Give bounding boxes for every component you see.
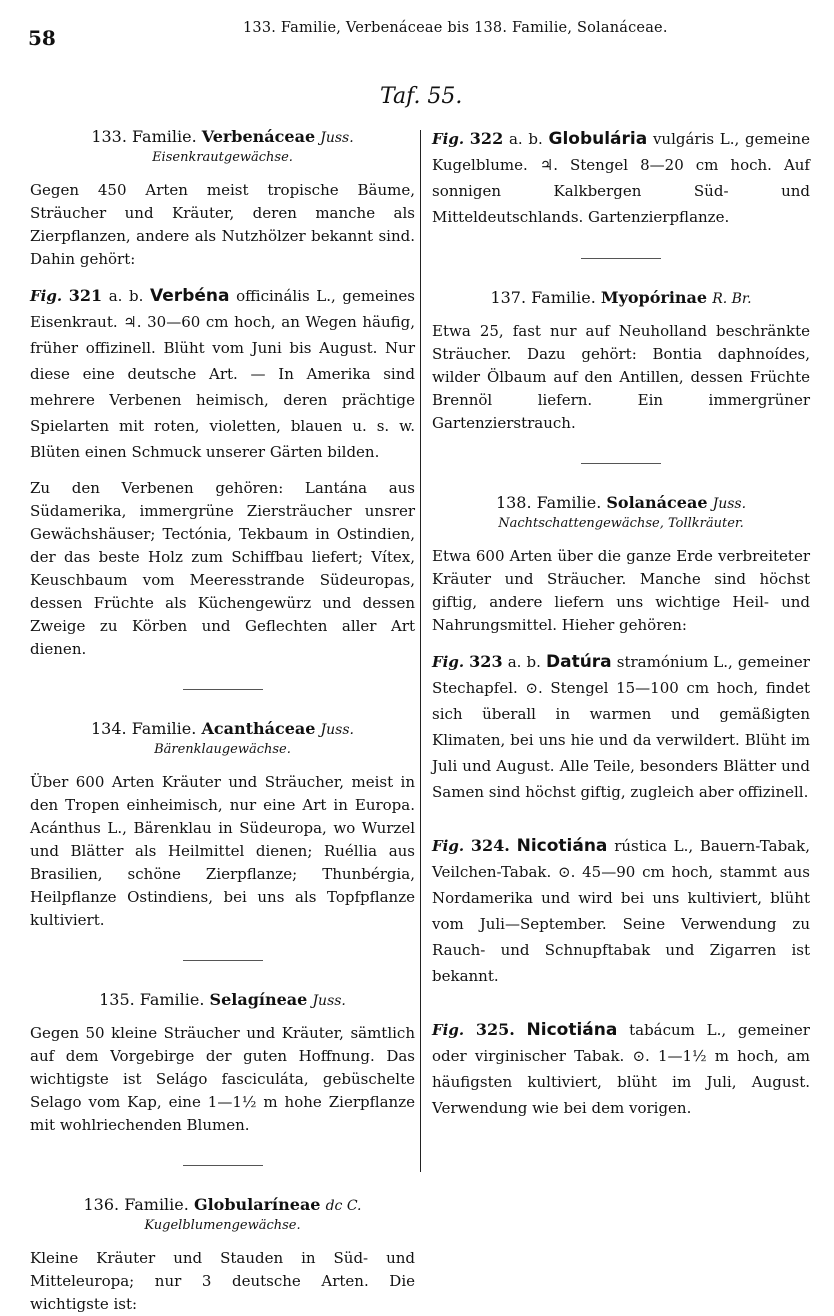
fig-body: Veilchen-Tabak. ⊙. 45—90 cm hoch, stammt aus Nordamerika und wird bei uns kultiviert, blüht vom Juli—September. Seine Verwendung zu Rauch- und Schnupftabak und Zigarren ist bekannt. [432,863,810,985]
family-subtitle: Nachtschattengewächse, Tollkräuter. [498,516,744,531]
family-135-section [30,989,415,1137]
family-number: 136. Familie. [83,1195,189,1214]
family-subtitle: Eisenkrautgewächse. [152,150,293,165]
family-author: Juss. [320,722,354,738]
family-author: R. Br. [712,291,752,307]
fig-number: 321 [68,286,103,305]
fig-genus: Datúra [545,652,612,672]
fig-325-entry [432,1017,810,1121]
fig-species: stramónium L., gemeiner [616,653,810,671]
family-text: Kleine Kräuter und Stauden in Süd- und Mitteleuropa; nur 3 deutsche Arten. Die wichtigste ist: [30,1249,415,1313]
family-138-section [432,492,810,637]
fig-genus: Nicotiána [516,836,608,856]
family-text: Gegen 50 kleine Sträucher und Kräuter, sämtlich auf dem Vorgebirge der guten Hoffnung. Das wichtigste ist Selágo fasciculáta, gebüschelte Selago vom Kap, eine 1—1½ m hohe Zierpflanze mit wohlriechenden Blumen. [30,1024,415,1134]
family-author: dc C. [325,1198,362,1214]
family-133-section [30,126,415,661]
fig-323-entry [432,649,810,805]
family-name: Solanáceae [606,493,708,512]
left-column [30,126,415,1316]
family-number: 134. Familie. [91,719,197,738]
right-column [432,126,810,1121]
family-heading [30,718,415,741]
family-text: Über 600 Arten Kräuter und Sträucher, meist in den Tropen einheimisch, nur eine Art in Europa. Acánthus L., Bärenklau in Südeuropa, wo Wurzel und Blätter als Heilmittel dienen; Ruéllia aus Brasilien, schöne Zierpflanze; Thunbérgia, Heilpflanze Ostindiens, bei uns als Topfpflanze kultiviert. [30,773,415,929]
family-subtitle: Bärenklaugewächse. [154,742,291,757]
fig-ab: a. b. [508,130,543,148]
family-subtitle: Kugelblumengewächse. [144,1218,301,1233]
fig-ab: a. b. [507,653,541,671]
fig-body: Kugelblume. ♃. Stengel 8—20 cm hoch. Auf sonnigen Kalkbergen Süd- und Mitteldeutschlands. Gartenzierpflanze. [432,156,810,226]
fig-species: tabácum L., gemeiner [629,1021,810,1039]
fig-genus: Verbéna [150,286,230,306]
family-heading [432,492,810,515]
fig-label: Fig. [30,287,63,305]
fig-label: Fig. [432,837,465,855]
fig-321-entry [30,283,415,465]
fig-ab: a. b. [108,287,144,305]
family-number: 135. Familie. [99,990,205,1009]
fig-number: 324. [470,836,510,855]
family-text: Etwa 25, fast nur auf Neuholland beschränkte Sträucher. Dazu gehört: Bontia daphnoídes, wilder Ölbaum auf den Antillen, dessen Früchte Brennöl liefern. Ein immergrüner Gartenzierstrauch. [432,322,810,432]
family-name: Myopórinae [600,288,708,307]
family-heading [30,1194,415,1217]
fig-genus: Globulária [548,129,648,149]
family-extra: Zu den Verbenen gehören: Lantána aus Südamerika, immergrüne Ziersträucher unsrer Gewächshäuser; Tectónia, Tekbaum in Ostindien, der das beste Holz zum Schiffbau liefert; Vítex, Keuschbaum vom Meeresstrande Südeuropas, dessen Früchte als Küchengewürz und dessen Zweige zu Körben und Geflechten aller Art dienen. [30,479,415,658]
fig-322-entry [432,126,810,230]
family-134-section [30,718,415,932]
fig-body: Eisenkraut. ♃. 30—60 cm hoch, an Wegen häufig, früher offizinell. Blüht vom Juni bis August. Nur diese eine deutsche Art. — In Amerika sind mehrere Verbenen heimisch, deren prächtige Spielarten mit roten, violetten, blauen u. s. w. Blüten einen Schmuck unserer Gärten bilden. [30,313,415,461]
fig-label: Fig. [432,1021,465,1039]
plate-title: Taf. 55. [380,84,463,109]
family-heading [432,287,810,310]
fig-genus: Nicotiána [526,1020,618,1040]
family-name: Globularíneae [193,1195,321,1214]
family-author: Juss. [312,993,346,1009]
fig-species: vulgáris L., gemeine [652,130,810,148]
fig-species: rústica L., Bauern-Tabak, [614,837,810,855]
family-name: Acantháceae [201,719,316,738]
family-number: 138. Familie. [495,493,602,512]
family-name: Selagíneae [209,990,308,1009]
family-name: Verbenáceae [201,127,316,146]
family-137-section [432,287,810,435]
family-136-section [30,1194,415,1316]
family-number: 137. Familie. [490,288,596,307]
fig-label: Fig. [432,653,465,671]
page-number: 58 [28,26,56,50]
fig-324-entry [432,833,810,989]
family-author: Juss. [712,496,747,512]
family-intro: Gegen 450 Arten meist tropische Bäume, Sträucher und Kräuter, deren manche als Zierpflanzen, andere als Nutzhölzer bekannt sind. Dahin gehört: [30,181,415,268]
fig-body: Stechapfel. ⊙. Stengel 15—100 cm hoch, findet sich überall in warmen und gemäßigten Klimaten, bei uns hie und da verwildert. Blüht im Juli und August. Alle Teile, besonders Blätter und Samen sind höchst giftig, zugleich aber offizinell. [432,679,810,801]
fig-label: Fig. [432,130,465,148]
fig-body: oder virginischer Tabak. ⊙. 1—1½ m hoch, am häufigsten kultiviert, blüht im Juli, August. Verwendung wie bei dem vorigen. [432,1047,810,1117]
family-author: Juss. [320,130,354,146]
column-divider [420,130,421,1172]
fig-number: 322 [469,129,504,148]
running-head: 133. Familie, Verbenáceae bis 138. Familie, Solanáceae. [243,20,668,36]
family-text: Etwa 600 Arten über die ganze Erde verbreiteter Kräuter und Sträucher. Manche sind höchst giftig, andere liefern uns wichtige Heil- und Nahrungsmittel. Hieher gehören: [432,547,810,634]
family-number: 133. Familie. [91,127,197,146]
family-heading [30,126,415,149]
family-heading [30,989,415,1012]
fig-species: officinális L., gemeines [236,287,416,305]
fig-number: 325. [475,1020,515,1039]
fig-number: 323 [469,652,503,671]
